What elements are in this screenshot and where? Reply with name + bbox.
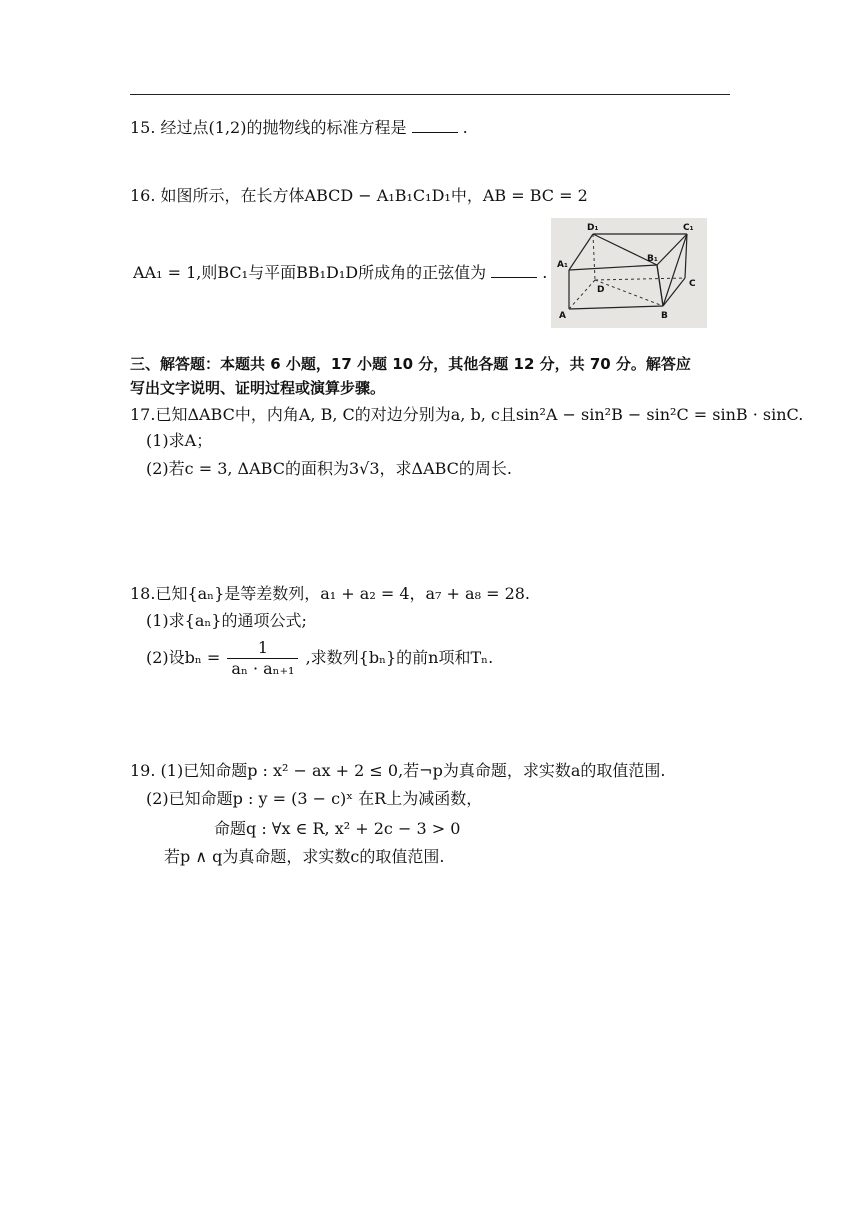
q18-part2-post: ,求数列{bₙ}的前n项和Tₙ.: [305, 648, 494, 667]
question-18-part2: [146, 636, 493, 680]
label-B: B: [661, 311, 668, 321]
q15-text: 15. 经过点(1,2)的抛物线的标准方程是: [130, 118, 407, 137]
cuboid-figure: [551, 218, 707, 328]
label-B1: B₁: [647, 254, 658, 264]
label-D1: D₁: [587, 223, 599, 233]
cuboid-diagram: [551, 218, 707, 328]
question-17-part2: (2)若c = 3, ΔABC的面积为3√3，求ΔABC的周长.: [146, 459, 513, 478]
question-17-stem: 17.已知ΔABC中，内角A, B, C的对边分别为a, b, c且sin²A − sin²B − sin²C = sinB · sinC.: [130, 405, 804, 424]
label-C: C: [689, 279, 696, 289]
question-17-part1: (1)求A；: [146, 431, 213, 450]
q15-blank: [412, 118, 458, 133]
question-15: [130, 117, 468, 139]
q16-blank: [491, 263, 537, 278]
question-19-part4: 若p ∧ q为真命题，求实数c的取值范围.: [164, 847, 445, 866]
question-19-part2: (2)已知命题p : y = (3 − c)ˣ 在R上为减函数，: [146, 789, 483, 808]
label-A: A: [559, 311, 566, 321]
question-16-line2: [133, 262, 547, 284]
top-rule: [130, 94, 730, 95]
q16-tail: .: [542, 263, 548, 282]
q16-line2-text: AA₁ = 1,则BC₁与平面BB₁D₁D所成角的正弦值为: [133, 263, 487, 282]
question-16-line1: 16. 如图所示，在长方体ABCD − A₁B₁C₁D₁中，AB = BC = 2: [130, 186, 588, 205]
section3-heading-line1: 三、解答题：本题共 6 小题，17 小题 10 分，其他各题 12 分，共 70 分。解答应: [130, 355, 691, 373]
question-19-part1: 19. (1)已知命题p : x² − ax + 2 ≤ 0,若¬p为真命题，求实数a的取值范围.: [130, 761, 666, 780]
label-C1: C₁: [683, 223, 694, 233]
label-A1: A₁: [557, 260, 568, 270]
q18-fraction: [227, 638, 298, 679]
question-18-stem: 18.已知{aₙ}是等差数列，a₁ + a₂ = 4，a₇ + a₈ = 28.: [130, 584, 531, 603]
section3-heading-line2: 写出文字说明、证明过程或演算步骤。: [130, 379, 386, 397]
q15-tail: .: [462, 118, 468, 137]
label-D: D: [597, 285, 605, 295]
question-19-part3: 命题q : ∀x ∈ R, x² + 2c − 3 > 0: [214, 819, 461, 838]
question-18-part1: (1)求{aₙ}的通项公式;: [146, 611, 307, 630]
q18-fraction-numerator: 1: [227, 638, 298, 659]
q18-part2-pre: (2)设bₙ =: [146, 648, 221, 667]
q18-fraction-denominator: aₙ · aₙ₊₁: [231, 659, 295, 678]
